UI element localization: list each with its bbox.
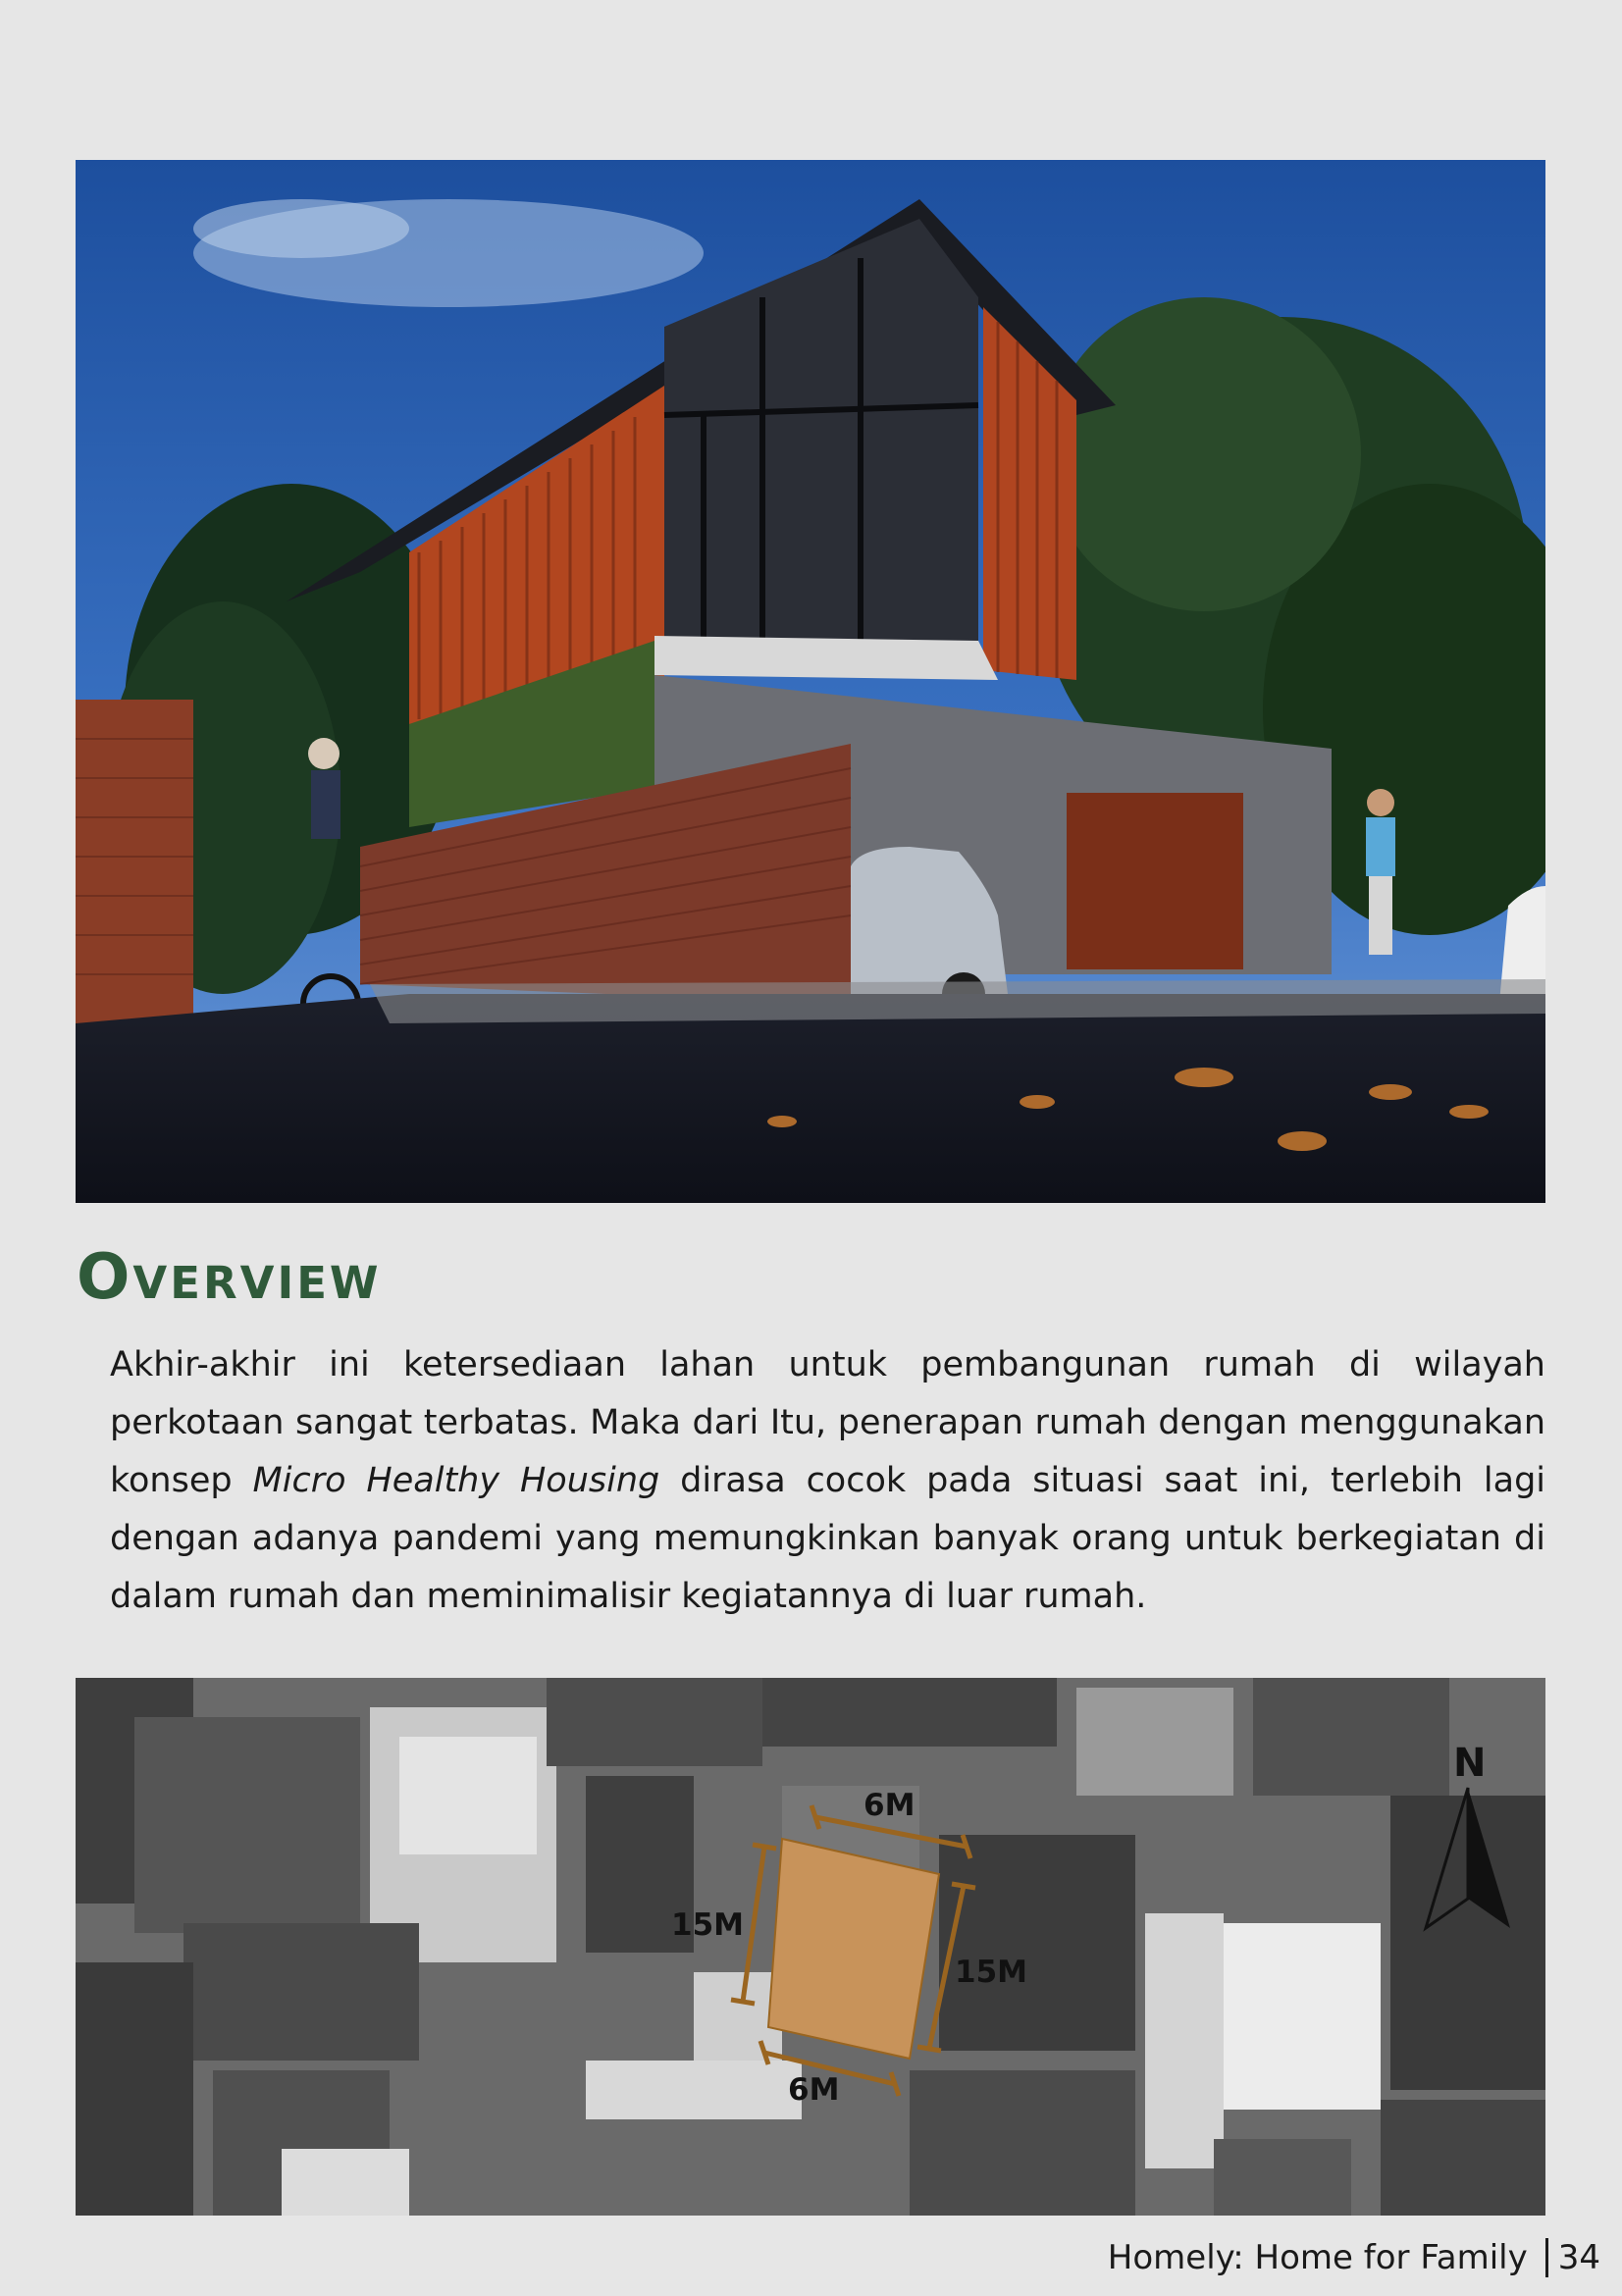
- paragraph-text-2: dirasa cocok pada situasi saat ini, terlebih lagi dengan adanya pandemi yang memungkinkan banyak orang untuk berkegiatan di dalam rumah dan meminimalisir kegiatannya di luar rumah.: [110, 1461, 1546, 1616]
- page-number: 34: [1557, 2238, 1600, 2277]
- dimension-top-label: 6M: [863, 1788, 916, 1823]
- footer-divider: [1545, 2238, 1548, 2277]
- paragraph-text-1: Akhir-akhir ini ketersediaan lahan untuk pembangunan rumah di wilayah perkotaan sangat terbatas. Maka dari Itu, penerapan rumah dengan menggunakan konsep: [110, 1345, 1545, 1500]
- site-plan-map: [76, 1678, 1545, 2216]
- overview-paragraph: [110, 1336, 1545, 1626]
- site-plot: [768, 1839, 939, 2059]
- concept-name: Micro Healthy Housing: [252, 1461, 660, 1500]
- document-title: Homely: Home for Family: [1107, 2238, 1528, 2277]
- page-footer: [1108, 2233, 1600, 2282]
- house-rendering-image: [76, 160, 1545, 1203]
- section-heading: Overview: [77, 1241, 382, 1314]
- north-label: N: [1453, 1741, 1487, 1786]
- dimension-bottom-label: 6M: [788, 2072, 840, 2108]
- dimension-right-label: 15M: [955, 1955, 1027, 1990]
- dimension-left-label: 15M: [671, 1907, 744, 1943]
